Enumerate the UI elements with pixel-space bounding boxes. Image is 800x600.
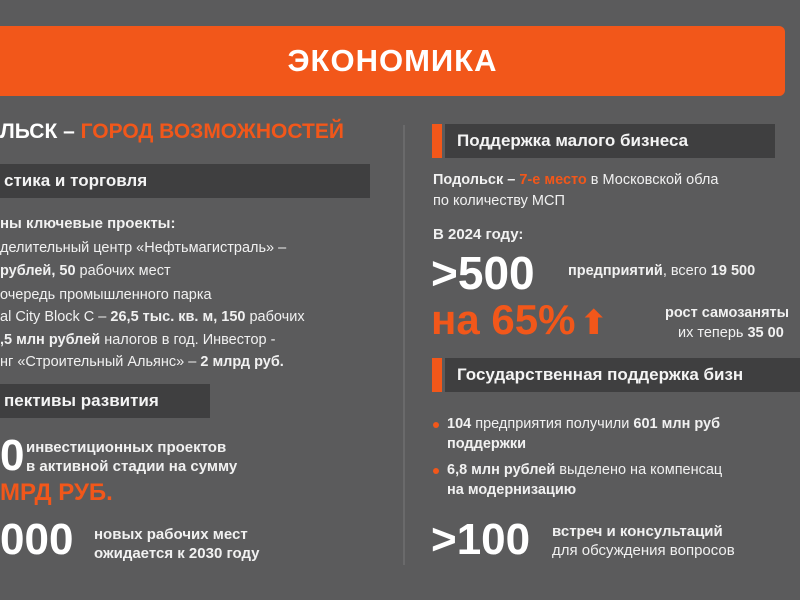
project1-value: рублей, 50 <box>0 263 76 279</box>
project1-jobs: рабочих мест <box>75 263 171 279</box>
enterprises-total: 19 500 <box>710 263 756 279</box>
bullet-icon <box>433 422 439 428</box>
arrow-up-icon: ⬆ <box>579 304 608 342</box>
project1-line1: делительный центр «Нефтьмагистраль» – <box>0 240 287 256</box>
section-gov-title: Государственная поддержка бизн <box>457 365 744 384</box>
meetings-line2: для обсуждения вопросов <box>552 542 735 559</box>
project2-line4 <box>0 355 284 370</box>
title-banner <box>0 26 785 96</box>
left-headline <box>0 120 344 144</box>
page-title: ЭКОНОМИКА <box>287 43 498 78</box>
gov-enterprises-count: 104 <box>447 416 472 432</box>
enterprises-total-label: , всего <box>662 263 711 279</box>
sme-rank-line1 <box>433 173 718 188</box>
self-employed-count: 35 00 <box>747 325 784 341</box>
project1-line2 <box>0 264 171 279</box>
section-logistics-title: стика и торговля <box>4 171 148 190</box>
gov-bullet1-line2: поддержки <box>447 436 527 452</box>
self-employed-line2 <box>678 326 784 341</box>
jobs-text2: ожидается к 2030 году <box>94 545 260 562</box>
section-sme-marker <box>432 124 442 158</box>
sme-rank: 7-е место <box>519 172 587 188</box>
section-prospects-header <box>0 384 210 418</box>
project2-area: 26,5 тыс. кв. м, 150 <box>110 309 246 325</box>
enterprises-label: предприятий <box>568 263 663 279</box>
project2-investor: нг «Строительный Альянс» – <box>0 354 201 370</box>
section-logistics-header <box>0 164 370 198</box>
bullet-icon <box>433 468 439 474</box>
section-sme-header <box>445 124 775 158</box>
enterprises-number: >500 <box>431 247 535 299</box>
projects-text2: в активной стадии на сумму <box>26 458 238 475</box>
project2-taxes: ,5 млн рублей <box>0 332 101 348</box>
column-divider <box>403 125 405 565</box>
headline-city: ЛЬСК – <box>0 120 81 143</box>
meetings-number: >100 <box>431 515 531 564</box>
key-projects-label: ны ключевые проекты: <box>0 215 176 232</box>
headline-slogan: ГОРОД ВОЗМОЖНОСТЕЙ <box>80 120 344 143</box>
project2-line1: очередь промышленного парка <box>0 287 212 303</box>
growth-percent: на 65% <box>431 296 576 343</box>
self-employed-line1: рост самозаняты <box>665 305 790 321</box>
year-label: В 2024 году: <box>433 226 524 243</box>
projects-sum: МРД РУБ. <box>0 479 113 506</box>
projects-text1: инвестиционных проектов <box>26 439 227 456</box>
gov-bullet2-line1 <box>447 463 722 478</box>
sme-rank-line2: по количеству МСП <box>433 193 565 209</box>
gov-bullet2-line2: на модернизацию <box>447 482 577 498</box>
meetings-line1: встреч и консультаций <box>552 523 723 540</box>
project2-line3 <box>0 333 275 348</box>
section-prospects-title: пективы развития <box>4 391 159 410</box>
jobs-count: 000 <box>0 515 74 564</box>
self-employed-label: их теперь <box>678 325 748 341</box>
gov-compensation-label: выделено на компенсац <box>555 462 723 478</box>
sme-region: в Московской обла <box>586 172 719 188</box>
projects-count: 0 <box>0 431 25 480</box>
gov-received-label: предприятия получили <box>471 416 634 432</box>
section-gov-header <box>445 358 800 392</box>
project2-name: al City Block C – <box>0 309 111 325</box>
sme-city: Подольск – <box>433 172 520 188</box>
project2-line2 <box>0 310 305 325</box>
section-gov-marker <box>432 358 442 392</box>
enterprises-text <box>568 264 755 279</box>
gov-support-amount: 601 млн руб <box>633 416 721 432</box>
project2-investment: 2 млрд руб. <box>200 354 284 370</box>
jobs-text1: новых рабочих мест <box>94 526 248 543</box>
growth-block <box>431 296 608 343</box>
gov-compensation-amount: 6,8 млн рублей <box>447 462 556 478</box>
section-sme-title: Поддержка малого бизнеса <box>457 131 689 150</box>
gov-bullet1-line1 <box>447 417 720 432</box>
project2-jobs: рабочих <box>245 309 305 325</box>
project2-investor-label: налогов в год. Инвестор - <box>100 332 276 348</box>
